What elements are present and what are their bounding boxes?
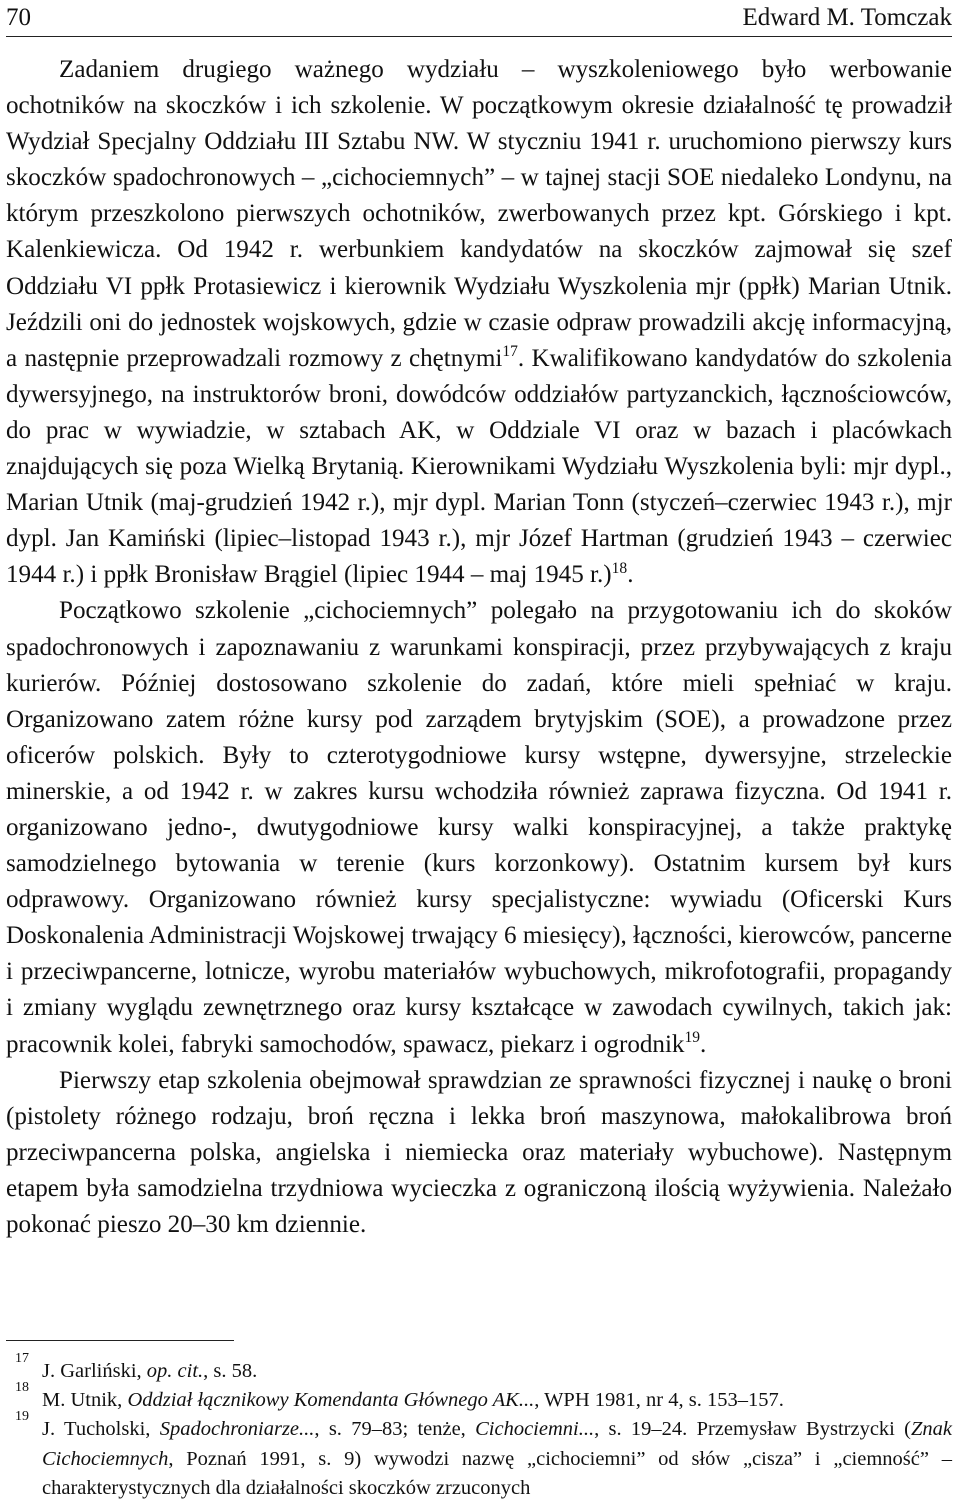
footnote-text: J. Tucholski, bbox=[42, 1418, 160, 1441]
paragraph-text: . bbox=[627, 561, 634, 589]
footnote-ref: 19 bbox=[684, 1028, 701, 1046]
page-number: 70 bbox=[6, 4, 31, 31]
footnote-rule bbox=[6, 1340, 234, 1341]
footnote-italic: Oddział łącznikowy Komendanta Głównego AK... bbox=[127, 1389, 535, 1412]
footnote-text: , WPH 1981, nr 4, s. 153–157. bbox=[534, 1389, 784, 1412]
footnote bbox=[15, 1380, 952, 1415]
running-head-author: Edward M. Tomczak bbox=[742, 4, 952, 31]
paragraph-text: . bbox=[700, 1030, 707, 1058]
footnote-text: , s. 79–83; tenże, bbox=[314, 1418, 476, 1441]
main-text bbox=[6, 52, 952, 1243]
footnote-marker: 19 bbox=[15, 1409, 29, 1425]
footnote-italic: Spadochroniarze... bbox=[159, 1418, 315, 1441]
footnote-marker: 17 bbox=[15, 1351, 29, 1366]
paragraph-text: Pierwszy etap szkolenia obejmował sprawdzian ze sprawności fizycznej i naukę o broni (pistolety różnego rodzaju, broń ręczna i lekka broń maszynowa, małokalibrowa broń przeciwpancerna polska, angielska i niemiecka oraz materiały wybuchowe). Następnym etapem była samodzielna trzydniowa wycieczka z ograniczoną ilością wyżywienia. Należało pokonać pieszo 20–30 km dziennie. bbox=[6, 1066, 952, 1238]
header-rule bbox=[6, 36, 952, 37]
footnote-text: M. Utnik, bbox=[42, 1389, 128, 1412]
footnotes bbox=[15, 1351, 952, 1503]
footnote-italic: Cichociemni... bbox=[475, 1418, 595, 1441]
footnote-ref: 17 bbox=[502, 343, 518, 361]
footnote-italic: Znak Cichociemnych bbox=[42, 1418, 952, 1470]
footnote-italic: op. cit. bbox=[146, 1360, 204, 1382]
footnote-text: , Poznań 1991, s. 9) wywodzi nazwę „cichociemni” od słów „cisza” i „ciemność” – charakterystycznych dla działalności skoczków zrzuconych bbox=[42, 1447, 952, 1499]
paragraph bbox=[6, 52, 952, 593]
paragraph bbox=[6, 1063, 952, 1243]
paragraph bbox=[6, 593, 952, 1062]
footnote-ref: 18 bbox=[611, 559, 628, 577]
footnote-text: , s. 58. bbox=[203, 1360, 258, 1382]
footnote-text: J. Garliński, bbox=[42, 1360, 147, 1382]
footnote bbox=[15, 1351, 952, 1386]
footnote-marker: 18 bbox=[15, 1380, 29, 1396]
paragraph-text: Początkowo szkolenie „cichociemnych” polegało na przygotowaniu ich do skoków spadochronowych i zapoznawaniu z warunkami konspiracji, przez przybywających z kraju kurierów. Później dostosowano szkolenie do zadań, które mieli spełniać w kraju. Organizowano zatem różne kursy pod zarządem brytyjskim (SOE), a prowadzone przez oficerów polskich. Były to czterotygodniowe kursy wstępne, dywersyjne, strzeleckie minerskie, a od 1942 r. w zakres kursu wchodziła również zaprawa fizyczna. Od 1941 r. organizowano jedno-, dwutygodniowe kursy walki konspiracyjnej, a także praktykę samodzielnego bytowania w terenie (kurs korzonkowy). Ostatnim kursem był kurs odprawowy. Organizowano również kursy specjalistyczne: wywiadu (Oficerski Kurs Doskonalenia Administracji Wojskowej trwający 6 miesięcy), łączności, kierowców, pancerne i przeciwpancerne, lotnicze, wyrobu materiałów wybuchowych, mikrofotografii, propagandy i zmiany wyglądu zewnętrznego oraz kursy kształcące w zawodach cywilnych, takich jak: pracownik kolei, fabryki samochodów, spawacz, piekarz i ogrodnik bbox=[6, 597, 952, 1058]
paragraph-text: Zadaniem drugiego ważnego wydziału – wyszkoleniowego było werbowanie ochotników na skoczków i ich szkolenie. W początkowym okresie działalność tę prowadził Wydział Specjalny Oddziału III Sztabu NW. W styczniu 1941 r. uruchomiono pierwszy kurs skoczków spadochronowych – „cichociemnych” – w tajnej stacji SOE niedaleko Londynu, na którym przeszkolono pierwszych ochotników, zwerbowanych przez kpt. Górskiego i kpt. Kalenkiewicza. Od 1942 r. werbunkiem kandydatów na skoczków zajmował się szef Oddziału VI ppłk Protasiewicz i kierownik Wydziału Wyszkolenia mjr (ppłk) Marian Utnik. Jeździli oni do jednostek wojskowych, gdzie w czasie odpraw prowadzili akcję informacyjną, a następnie przeprowadzali rozmowy z chętnymi bbox=[6, 56, 952, 372]
footnote bbox=[15, 1409, 952, 1503]
running-header bbox=[6, 3, 952, 37]
paragraph-text: . Kwalifikowano kandydatów do szkolenia dywersyjnego, na instruktorów broni, dowódców oddziałów partyzanckich, łącznościowców, do prac w wywiadzie, w sztabach AK, w Oddziale VI oraz w bazach i placówkach znajdujących się poza Wielką Brytanią. Kierownikami Wydziału Wyszkolenia byli: mjr dypl., Marian Utnik (maj-grudzień 1942 r.), mjr dypl. Marian Tonn (styczeń–czerwiec 1943 r.), mjr dypl. Jan Kamiński (lipiec–listopad 1943 r.), mjr Józef Hartman (grudzień 1943 – czerwiec 1944 r.) i ppłk Bronisław Brągiel (lipiec 1944 – maj 1945 r.) bbox=[6, 344, 952, 589]
footnote-text: , s. 19–24. Przemysław Bystrzycki ( bbox=[594, 1418, 911, 1441]
